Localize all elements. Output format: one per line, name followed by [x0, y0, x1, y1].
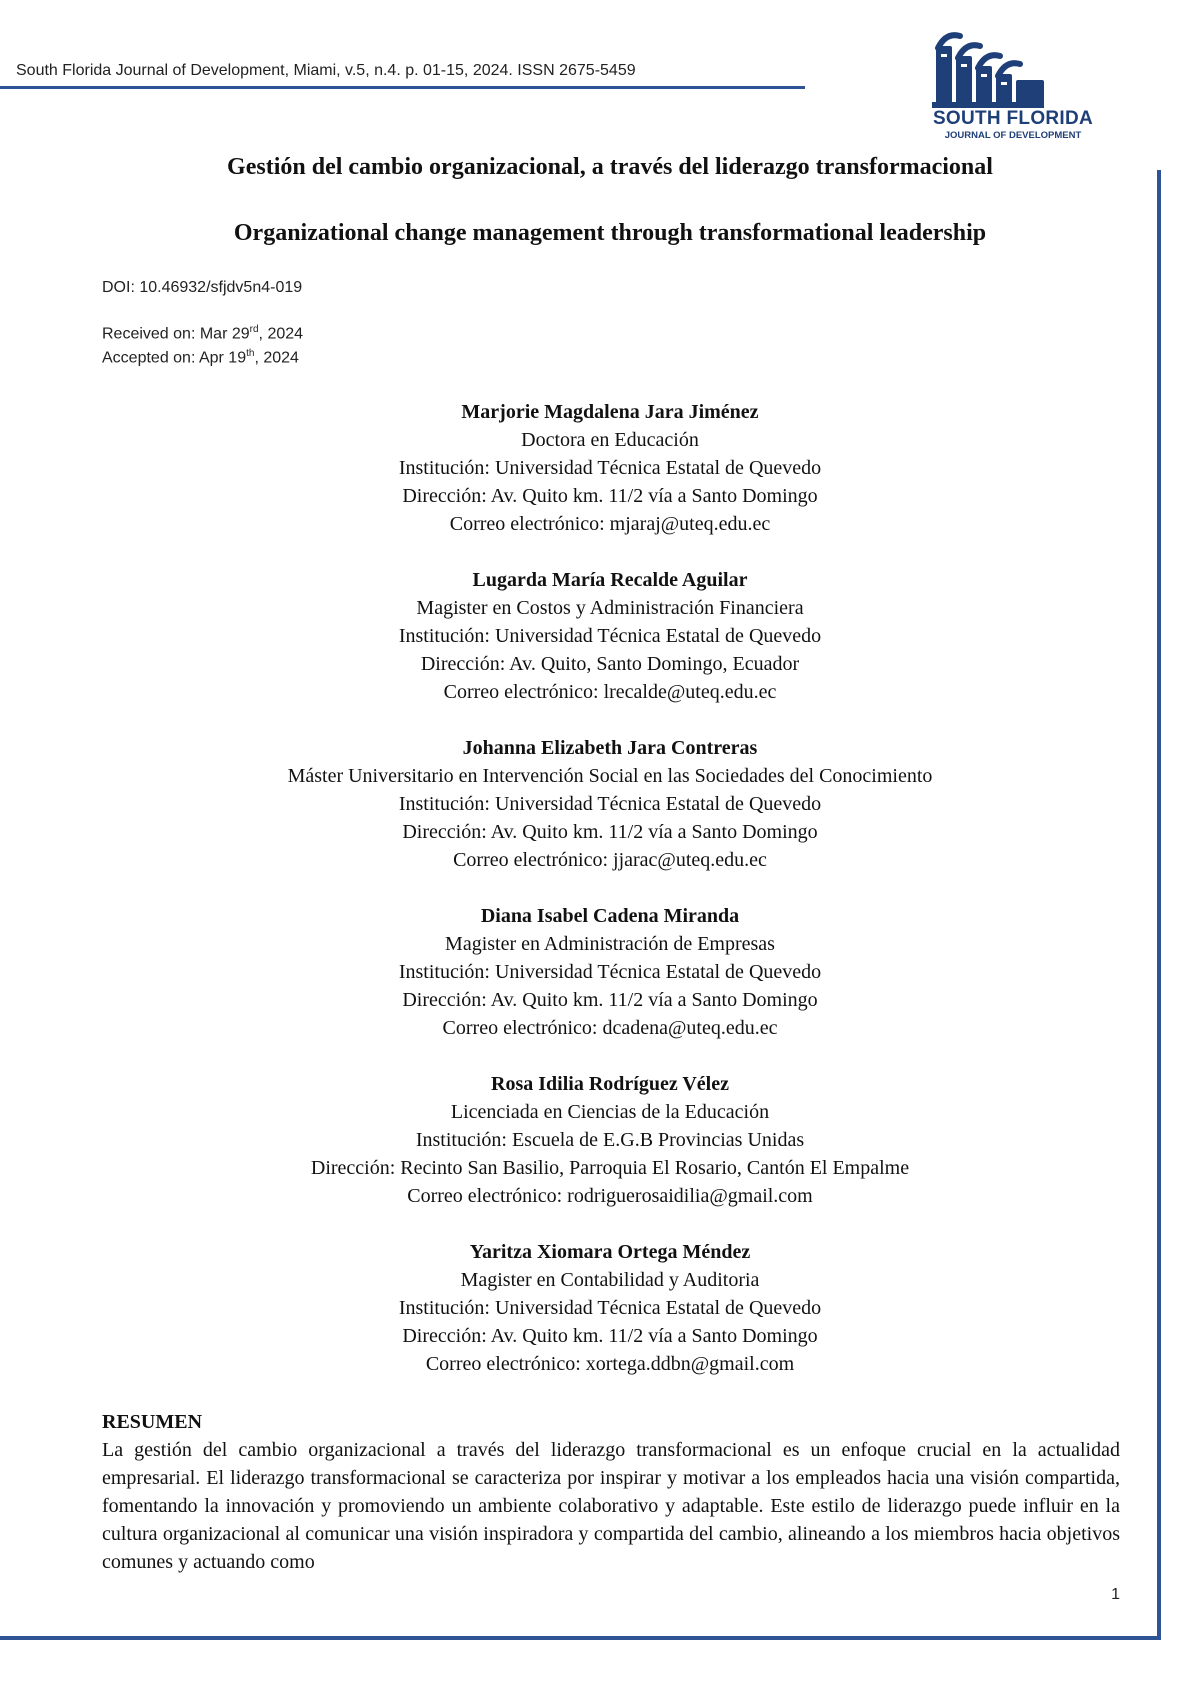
author-block	[100, 1238, 1120, 1378]
author-block	[100, 566, 1120, 706]
received-date-text: Received on: Mar 29	[102, 325, 250, 343]
received-date	[102, 324, 303, 343]
author-block	[100, 734, 1120, 874]
author-name: Yaritza Xiomara Ortega Méndez	[469, 1241, 751, 1263]
author-address: Dirección: Av. Quito km. 11/2 vía a Santo Domingo	[402, 1325, 818, 1347]
journal-logo	[928, 28, 1098, 146]
author-degree: Licenciada en Ciencias de la Educación	[450, 1101, 770, 1123]
author-email: Correo electrónico: mjaraj@uteq.edu.ec	[449, 513, 771, 535]
author-address: Dirección: Av. Quito km. 11/2 vía a Santo Domingo	[402, 485, 818, 507]
abstract-text: La gestión del cambio organizacional a través del liderazgo transformacional es un enfoque crucial en la actualidad empresarial. El liderazgo transformacional se caracteriza por inspirar y motivar a los empleados hacia una visión compartida, fomentando la innovación y promoviendo un ambiente colaborativo y adaptable. Este estilo de liderazgo puede influir en la cultura organizacional al comunicar una visión inspiradora y compartida del cambio, alineando a los miembros hacia objetivos comunes y actuando como	[102, 1439, 1120, 1573]
author-name: Johanna Elizabeth Jara Contreras	[462, 737, 758, 759]
logo-text-primary: SOUTH FLORIDA	[932, 108, 1094, 129]
received-date-year: , 2024	[258, 325, 304, 343]
author-block	[100, 1070, 1120, 1210]
journal-citation: South Florida Journal of Development, Miami, v.5, n.4. p. 01-15, 2024. ISSN 2675-5459	[16, 62, 636, 79]
title-spanish: Gestión del cambio organizacional, a través del liderazgo transformacional	[227, 154, 993, 180]
title-english: Organizational change management through transformational leadership	[233, 220, 987, 246]
page-frame-bottom	[0, 1636, 1161, 1640]
accepted-date-text: Accepted on: Apr 19	[102, 349, 247, 367]
author-degree: Doctora en Educación	[521, 429, 699, 451]
author-name: Lugarda María Recalde Aguilar	[472, 569, 748, 591]
author-institution: Institución: Universidad Técnica Estatal de Quevedo	[398, 793, 822, 815]
author-institution: Institución: Universidad Técnica Estatal de Quevedo	[398, 625, 822, 647]
abstract-heading: RESUMEN	[102, 1411, 203, 1433]
received-date-ordinal: rd	[249, 324, 259, 335]
author-address: Dirección: Recinto San Basilio, Parroquia El Rosario, Cantón El Empalme	[310, 1157, 910, 1179]
author-address: Dirección: Av. Quito, Santo Domingo, Ecuador	[420, 653, 800, 675]
author-email: Correo electrónico: jjarac@uteq.edu.ec	[453, 849, 767, 871]
accepted-date-year: , 2024	[254, 349, 299, 367]
author-name: Diana Isabel Cadena Miranda	[480, 905, 740, 927]
author-email: Correo electrónico: rodriguerosaidilia@gmail.com	[407, 1185, 813, 1207]
author-institution: Institución: Universidad Técnica Estatal de Quevedo	[398, 457, 822, 479]
header-rule	[0, 86, 805, 89]
accepted-date-ordinal: th	[246, 348, 255, 359]
author-institution: Institución: Escuela de E.G.B Provincias Unidas	[415, 1129, 805, 1151]
logo-text-secondary: JOURNAL OF DEVELOPMENT	[944, 130, 1082, 141]
author-degree: Magister en Costos y Administración Financiera	[416, 597, 804, 619]
author-block	[100, 902, 1120, 1042]
author-block	[100, 398, 1120, 538]
page-number: 1	[1111, 1586, 1120, 1603]
author-degree: Máster Universitario en Intervención Social en las Sociedades del Conocimiento	[287, 765, 933, 787]
page-frame-right	[1157, 170, 1161, 1640]
author-degree: Magister en Administración de Empresas	[445, 933, 775, 955]
journal-logo-icon	[928, 28, 1098, 108]
author-list	[100, 398, 1120, 1406]
author-name: Rosa Idilia Rodríguez Vélez	[491, 1073, 729, 1095]
author-degree: Magister en Contabilidad y Auditoria	[460, 1269, 760, 1291]
author-email: Correo electrónico: lrecalde@uteq.edu.ec	[443, 681, 777, 703]
author-institution: Institución: Universidad Técnica Estatal de Quevedo	[398, 961, 822, 983]
author-email: Correo electrónico: xortega.ddbn@gmail.com	[425, 1353, 795, 1375]
author-name: Marjorie Magdalena Jara Jiménez	[461, 401, 759, 423]
author-address: Dirección: Av. Quito km. 11/2 vía a Santo Domingo	[402, 989, 818, 1011]
author-address: Dirección: Av. Quito km. 11/2 vía a Santo Domingo	[402, 821, 818, 843]
author-email: Correo electrónico: dcadena@uteq.edu.ec	[442, 1017, 778, 1039]
doi: DOI: 10.46932/sfjdv5n4-019	[102, 279, 303, 296]
accepted-date	[102, 348, 299, 367]
author-institution: Institución: Universidad Técnica Estatal de Quevedo	[398, 1297, 822, 1319]
